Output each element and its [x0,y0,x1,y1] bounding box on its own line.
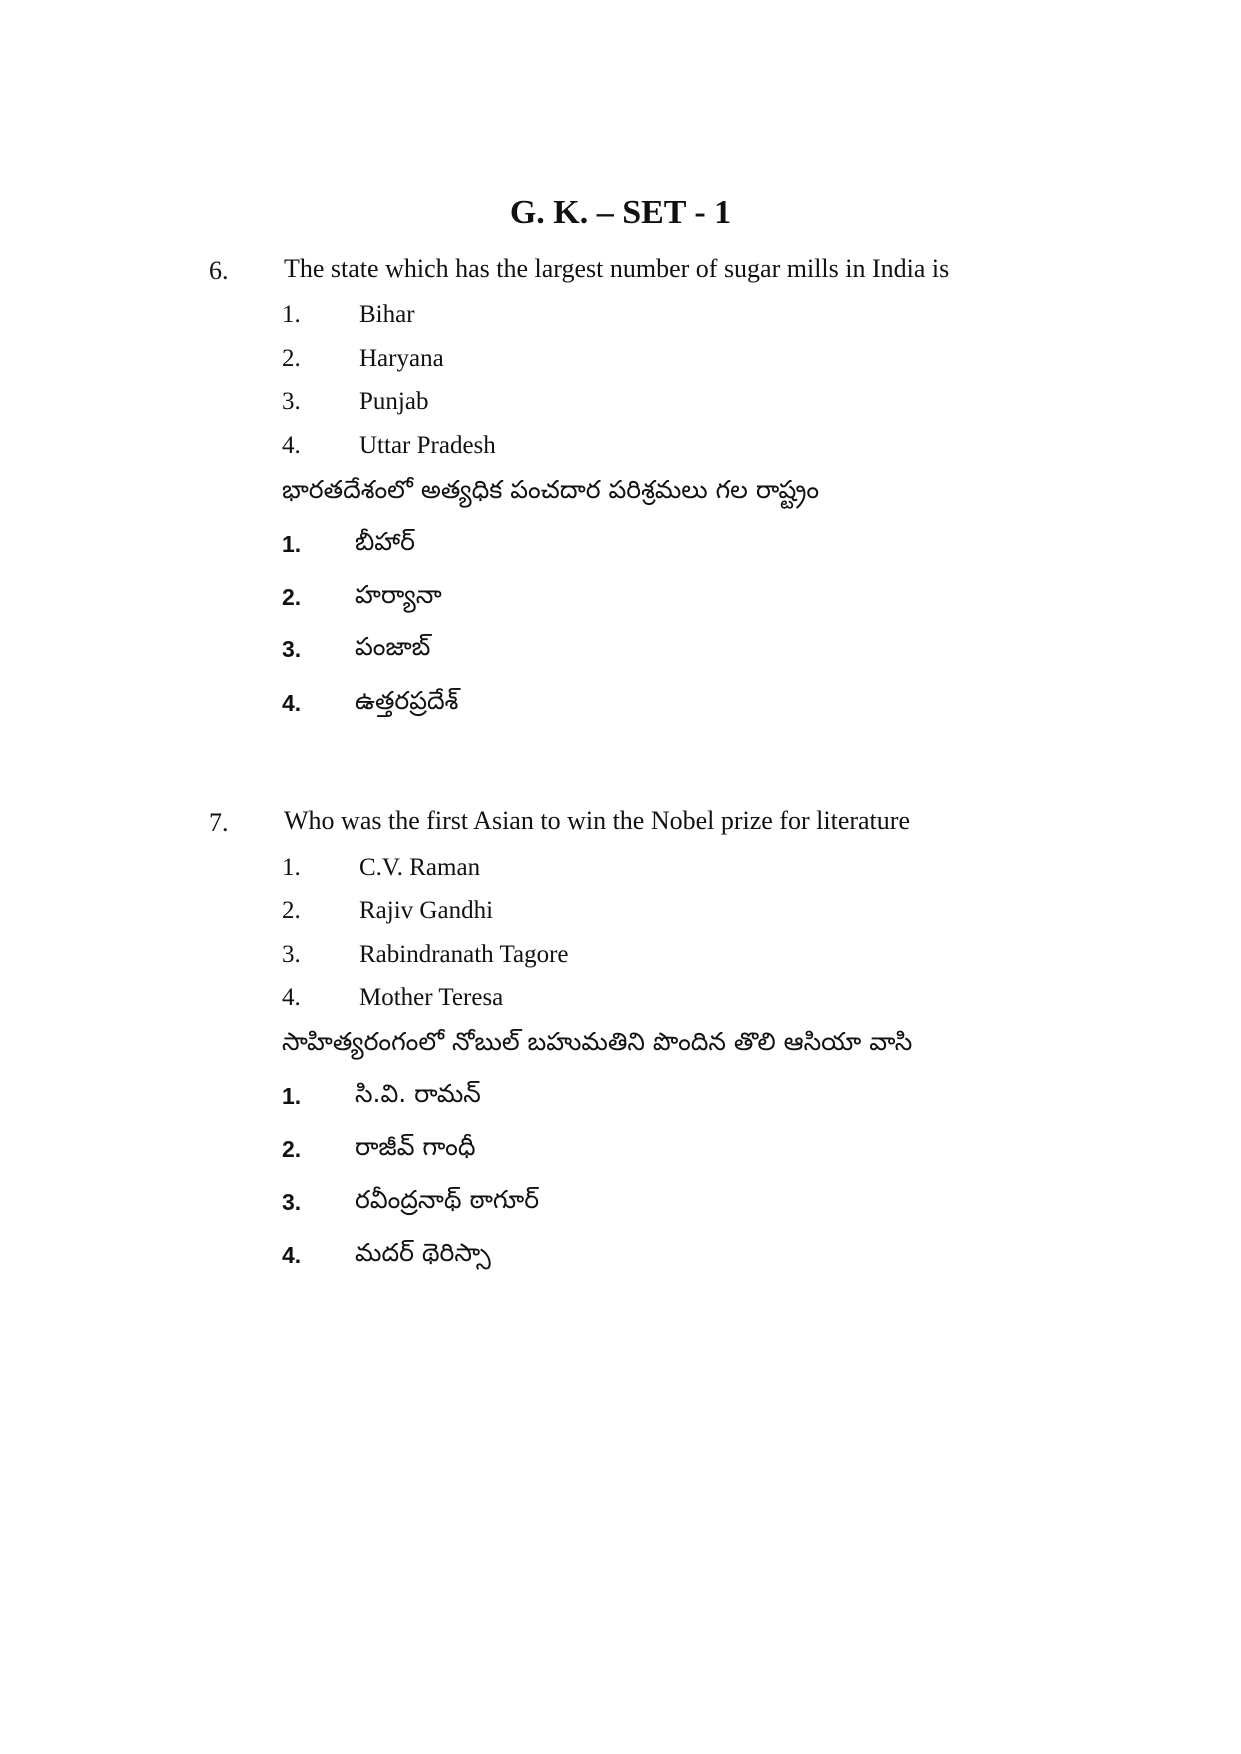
question-number: 6. [209,256,229,285]
telugu-question-text: భారతదేశంలో అత్యధిక పంచదార పరిశ్రమలు గల రాష్ట్రం [282,475,820,504]
option-text: Bihar [359,301,415,328]
option-number: 4. [282,432,301,459]
telugu-option-number: 3. [282,636,302,662]
option-text: Haryana [359,345,444,372]
telugu-option-text: ఉత్తరప్రదేశ్ [355,686,459,715]
question-number: 7. [209,808,229,837]
option-text: Uttar Pradesh [359,432,496,459]
option-number: 1. [282,301,301,328]
telugu-question-text: సాహిత్యరంగంలో నోబుల్ బహుమతిని పొందిన తొలి ఆసియా వాసి [282,1027,913,1056]
telugu-option-number: 2. [282,584,302,610]
option-number: 3. [282,941,301,968]
telugu-option-number: 1. [282,531,302,557]
question-text: The state which has the largest number of sugar mills in India is [284,254,950,283]
option-number: 3. [282,388,301,415]
telugu-option-number: 4. [282,1242,302,1268]
telugu-option-text: బీహార్ [355,527,415,556]
telugu-option-number: 3. [282,1189,302,1215]
telugu-option-number: 2. [282,1136,302,1162]
page-title: G. K. – SET - 1 [509,194,732,231]
option-text: Rabindranath Tagore [359,941,569,968]
telugu-option-text: హర్యానా [355,580,442,609]
telugu-option-text: రాజీవ్ గాంధీ [355,1132,476,1161]
telugu-option-text: రవీంద్రనాథ్ ఠాగూర్ [355,1185,540,1214]
option-number: 2. [282,897,301,924]
telugu-option-text: మదర్ థెరిస్సా [355,1238,491,1267]
telugu-option-text: సి.వి. రామన్ [355,1079,481,1108]
telugu-option-number: 1. [282,1083,302,1109]
telugu-option-number: 4. [282,690,302,716]
telugu-option-text: పంజాబ్ [355,632,431,661]
option-text: Punjab [359,388,429,415]
option-number: 2. [282,345,301,372]
question-text: Who was the first Asian to win the Nobel prize for literature [284,806,910,835]
option-text: Mother Teresa [359,984,504,1011]
option-number: 4. [282,984,301,1011]
option-number: 1. [282,854,301,881]
option-text: Rajiv Gandhi [359,897,494,924]
option-text: C.V. Raman [359,854,481,881]
